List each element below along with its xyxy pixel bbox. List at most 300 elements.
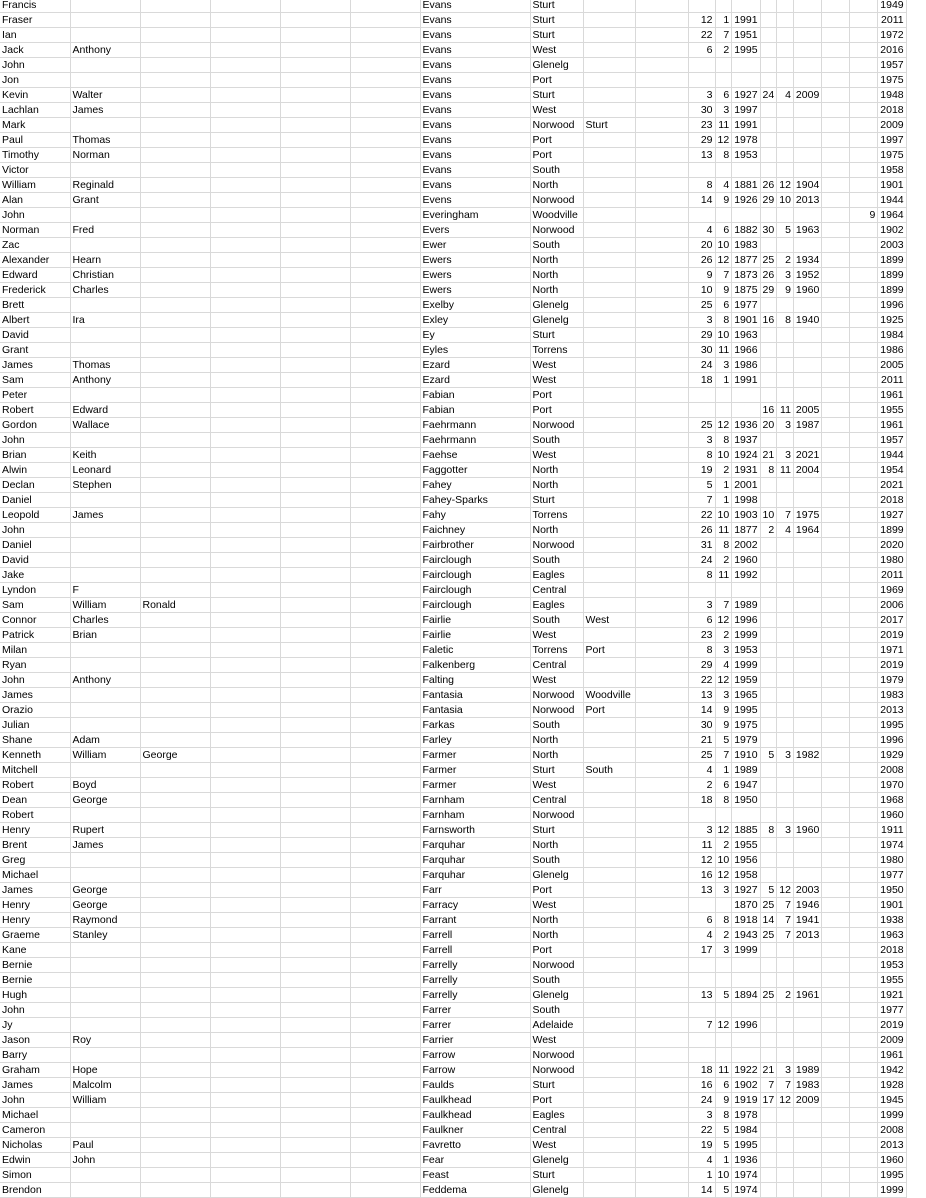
cell-club-2[interactable] — [583, 448, 635, 463]
cell-col-f[interactable] — [350, 793, 420, 808]
cell-col-q[interactable] — [822, 808, 850, 823]
cell-death-day[interactable] — [760, 1138, 777, 1153]
cell-death-day[interactable]: 7 — [760, 1078, 777, 1093]
cell-death-month[interactable]: 9 — [777, 283, 794, 298]
cell-first-name[interactable]: John — [0, 58, 70, 73]
cell-col-r[interactable] — [850, 178, 878, 193]
cell-surname[interactable]: Feddema — [420, 1183, 530, 1198]
cell-col-d[interactable] — [210, 1108, 280, 1123]
cell-birth-year[interactable]: 1974 — [732, 1183, 760, 1198]
cell-club[interactable]: Port — [530, 943, 583, 958]
cell-col-f[interactable] — [350, 508, 420, 523]
cell-club-2[interactable] — [583, 418, 635, 433]
cell-col-r[interactable] — [850, 793, 878, 808]
cell-col-q[interactable] — [822, 223, 850, 238]
cell-col-j[interactable] — [635, 253, 688, 268]
cell-second-name[interactable]: Edward — [70, 403, 140, 418]
cell-birth-year[interactable] — [732, 0, 760, 13]
cell-col-q[interactable] — [822, 373, 850, 388]
cell-second-name[interactable]: James — [70, 838, 140, 853]
cell-club[interactable]: Sturt — [530, 1078, 583, 1093]
cell-col-q[interactable] — [822, 1063, 850, 1078]
cell-col-f[interactable] — [350, 253, 420, 268]
cell-second-name[interactable] — [70, 568, 140, 583]
cell-surname[interactable]: Farnham — [420, 808, 530, 823]
cell-death-year[interactable] — [793, 28, 821, 43]
cell-first-name[interactable]: Brett — [0, 298, 70, 313]
cell-col-f[interactable] — [350, 913, 420, 928]
cell-death-year[interactable]: 1946 — [793, 898, 821, 913]
cell-surname[interactable]: Faehrmann — [420, 433, 530, 448]
cell-col-d[interactable] — [210, 253, 280, 268]
cell-col-q[interactable] — [822, 913, 850, 928]
cell-col-e[interactable] — [280, 373, 350, 388]
cell-second-name[interactable] — [70, 1108, 140, 1123]
table-row[interactable] — [0, 223, 906, 238]
cell-third-name[interactable] — [140, 793, 210, 808]
cell-death-year[interactable] — [793, 1048, 821, 1063]
cell-birth-year[interactable]: 1991 — [732, 373, 760, 388]
cell-death-month[interactable] — [777, 763, 794, 778]
cell-death-day[interactable]: 29 — [760, 283, 777, 298]
cell-col-d[interactable] — [210, 1063, 280, 1078]
cell-col-d[interactable] — [210, 763, 280, 778]
cell-first-name[interactable]: Edward — [0, 268, 70, 283]
cell-birth-day[interactable]: 3 — [688, 598, 715, 613]
cell-col-q[interactable] — [822, 88, 850, 103]
cell-death-year[interactable] — [793, 658, 821, 673]
cell-col-e[interactable] — [280, 913, 350, 928]
cell-club[interactable]: North — [530, 748, 583, 763]
cell-death-day[interactable] — [760, 493, 777, 508]
cell-birth-day[interactable]: 2 — [688, 778, 715, 793]
cell-first-name[interactable]: Kenneth — [0, 748, 70, 763]
cell-birth-year[interactable]: 1996 — [732, 1018, 760, 1033]
cell-third-name[interactable] — [140, 1033, 210, 1048]
cell-col-r[interactable] — [850, 1078, 878, 1093]
cell-death-month[interactable] — [777, 148, 794, 163]
cell-surname[interactable]: Fairlie — [420, 613, 530, 628]
cell-club-2[interactable] — [583, 268, 635, 283]
cell-col-q[interactable] — [822, 58, 850, 73]
cell-birth-month[interactable]: 5 — [715, 1138, 732, 1153]
cell-third-name[interactable] — [140, 1168, 210, 1183]
cell-club[interactable]: Port — [530, 388, 583, 403]
cell-death-day[interactable]: 26 — [760, 268, 777, 283]
cell-col-f[interactable] — [350, 178, 420, 193]
cell-birth-day[interactable]: 14 — [688, 703, 715, 718]
cell-col-f[interactable] — [350, 703, 420, 718]
cell-col-q[interactable] — [822, 448, 850, 463]
cell-col-d[interactable] — [210, 838, 280, 853]
cell-debut-year[interactable]: 1928 — [878, 1078, 906, 1093]
cell-debut-year[interactable]: 1980 — [878, 553, 906, 568]
cell-debut-year[interactable]: 1927 — [878, 508, 906, 523]
cell-third-name[interactable] — [140, 1183, 210, 1198]
cell-club[interactable]: Norwood — [530, 418, 583, 433]
cell-debut-year[interactable]: 2020 — [878, 538, 906, 553]
cell-second-name[interactable]: George — [70, 883, 140, 898]
cell-birth-day[interactable]: 26 — [688, 253, 715, 268]
cell-birth-day[interactable]: 18 — [688, 373, 715, 388]
table-row[interactable] — [0, 583, 906, 598]
cell-birth-month[interactable]: 1 — [715, 13, 732, 28]
cell-col-f[interactable] — [350, 328, 420, 343]
cell-col-e[interactable] — [280, 703, 350, 718]
table-row[interactable] — [0, 133, 906, 148]
cell-col-e[interactable] — [280, 13, 350, 28]
cell-birth-day[interactable]: 6 — [688, 43, 715, 58]
cell-first-name[interactable]: Jon — [0, 73, 70, 88]
cell-surname[interactable]: Farrow — [420, 1048, 530, 1063]
cell-debut-year[interactable]: 1950 — [878, 883, 906, 898]
cell-col-f[interactable] — [350, 853, 420, 868]
cell-col-d[interactable] — [210, 193, 280, 208]
cell-col-r[interactable] — [850, 28, 878, 43]
cell-surname[interactable]: Farrell — [420, 928, 530, 943]
cell-col-e[interactable] — [280, 88, 350, 103]
cell-first-name[interactable]: Lyndon — [0, 583, 70, 598]
cell-birth-year[interactable] — [732, 1048, 760, 1063]
cell-second-name[interactable] — [70, 1003, 140, 1018]
cell-col-d[interactable] — [210, 1078, 280, 1093]
cell-first-name[interactable]: Lachlan — [0, 103, 70, 118]
cell-col-q[interactable] — [822, 73, 850, 88]
table-row[interactable] — [0, 1183, 906, 1198]
cell-debut-year[interactable]: 1949 — [878, 0, 906, 13]
cell-third-name[interactable]: Ronald — [140, 598, 210, 613]
cell-col-e[interactable] — [280, 868, 350, 883]
cell-birth-month[interactable] — [715, 163, 732, 178]
cell-debut-year[interactable]: 1955 — [878, 973, 906, 988]
cell-second-name[interactable]: Stephen — [70, 478, 140, 493]
cell-first-name[interactable]: Gordon — [0, 418, 70, 433]
cell-col-d[interactable] — [210, 463, 280, 478]
cell-col-e[interactable] — [280, 523, 350, 538]
cell-col-d[interactable] — [210, 703, 280, 718]
cell-death-day[interactable] — [760, 1153, 777, 1168]
cell-birth-year[interactable] — [732, 958, 760, 973]
cell-col-r[interactable] — [850, 1108, 878, 1123]
cell-col-j[interactable] — [635, 658, 688, 673]
cell-col-j[interactable] — [635, 178, 688, 193]
cell-death-day[interactable] — [760, 568, 777, 583]
cell-birth-month[interactable]: 12 — [715, 253, 732, 268]
cell-death-day[interactable] — [760, 763, 777, 778]
cell-col-f[interactable] — [350, 418, 420, 433]
cell-death-day[interactable] — [760, 163, 777, 178]
cell-death-year[interactable]: 1964 — [793, 523, 821, 538]
cell-death-month[interactable] — [777, 1108, 794, 1123]
cell-birth-day[interactable]: 25 — [688, 418, 715, 433]
cell-death-year[interactable] — [793, 853, 821, 868]
cell-death-month[interactable]: 3 — [777, 1063, 794, 1078]
cell-col-d[interactable] — [210, 238, 280, 253]
cell-col-j[interactable] — [635, 163, 688, 178]
cell-col-f[interactable] — [350, 583, 420, 598]
cell-birth-month[interactable]: 10 — [715, 328, 732, 343]
cell-club-2[interactable] — [583, 133, 635, 148]
table-row[interactable] — [0, 553, 906, 568]
cell-club-2[interactable] — [583, 523, 635, 538]
cell-club[interactable]: North — [530, 283, 583, 298]
cell-surname[interactable]: Farrow — [420, 1063, 530, 1078]
cell-club[interactable]: Port — [530, 73, 583, 88]
cell-death-year[interactable] — [793, 478, 821, 493]
cell-col-r[interactable] — [850, 1123, 878, 1138]
cell-col-f[interactable] — [350, 973, 420, 988]
cell-surname[interactable]: Ewers — [420, 268, 530, 283]
cell-surname[interactable]: Farrelly — [420, 988, 530, 1003]
cell-col-f[interactable] — [350, 13, 420, 28]
cell-col-j[interactable] — [635, 313, 688, 328]
cell-birth-year[interactable]: 1937 — [732, 433, 760, 448]
cell-death-year[interactable] — [793, 373, 821, 388]
cell-col-r[interactable] — [850, 1138, 878, 1153]
cell-col-j[interactable] — [635, 688, 688, 703]
cell-death-year[interactable] — [793, 58, 821, 73]
cell-birth-day[interactable]: 30 — [688, 343, 715, 358]
cell-col-r[interactable] — [850, 268, 878, 283]
cell-col-d[interactable] — [210, 343, 280, 358]
cell-col-e[interactable] — [280, 238, 350, 253]
cell-death-month[interactable]: 12 — [777, 178, 794, 193]
cell-col-r[interactable] — [850, 13, 878, 28]
cell-death-month[interactable] — [777, 433, 794, 448]
cell-col-f[interactable] — [350, 1018, 420, 1033]
cell-col-q[interactable] — [822, 193, 850, 208]
table-row[interactable] — [0, 883, 906, 898]
cell-surname[interactable]: Fabian — [420, 403, 530, 418]
cell-col-f[interactable] — [350, 733, 420, 748]
cell-col-f[interactable] — [350, 928, 420, 943]
cell-birth-year[interactable]: 1953 — [732, 148, 760, 163]
cell-death-month[interactable]: 7 — [777, 928, 794, 943]
cell-death-year[interactable] — [793, 568, 821, 583]
cell-third-name[interactable]: George — [140, 748, 210, 763]
cell-col-j[interactable] — [635, 943, 688, 958]
cell-third-name[interactable] — [140, 313, 210, 328]
cell-third-name[interactable] — [140, 613, 210, 628]
cell-col-f[interactable] — [350, 883, 420, 898]
cell-col-q[interactable] — [822, 43, 850, 58]
cell-col-q[interactable] — [822, 673, 850, 688]
cell-birth-month[interactable]: 3 — [715, 103, 732, 118]
cell-third-name[interactable] — [140, 148, 210, 163]
cell-birth-year[interactable]: 1998 — [732, 493, 760, 508]
cell-col-d[interactable] — [210, 118, 280, 133]
cell-birth-year[interactable]: 1956 — [732, 853, 760, 868]
cell-surname[interactable]: Evans — [420, 43, 530, 58]
cell-club[interactable]: Port — [530, 133, 583, 148]
cell-col-e[interactable] — [280, 973, 350, 988]
cell-col-f[interactable] — [350, 613, 420, 628]
cell-club[interactable]: West — [530, 1033, 583, 1048]
cell-col-j[interactable] — [635, 328, 688, 343]
cell-third-name[interactable] — [140, 568, 210, 583]
cell-death-month[interactable] — [777, 58, 794, 73]
cell-birth-month[interactable]: 12 — [715, 868, 732, 883]
cell-col-e[interactable] — [280, 688, 350, 703]
cell-second-name[interactable] — [70, 328, 140, 343]
cell-col-r[interactable] — [850, 328, 878, 343]
cell-birth-year[interactable]: 1991 — [732, 118, 760, 133]
cell-col-q[interactable] — [822, 628, 850, 643]
cell-death-month[interactable] — [777, 943, 794, 958]
cell-col-f[interactable] — [350, 133, 420, 148]
cell-col-e[interactable] — [280, 1168, 350, 1183]
cell-club-2[interactable] — [583, 673, 635, 688]
cell-col-j[interactable] — [635, 13, 688, 28]
cell-death-year[interactable] — [793, 328, 821, 343]
cell-debut-year[interactable]: 1975 — [878, 73, 906, 88]
cell-death-month[interactable] — [777, 1123, 794, 1138]
cell-birth-year[interactable]: 1979 — [732, 733, 760, 748]
cell-col-d[interactable] — [210, 523, 280, 538]
cell-club[interactable]: Glenelg — [530, 868, 583, 883]
cell-birth-year[interactable]: 2001 — [732, 478, 760, 493]
cell-debut-year[interactable]: 2009 — [878, 1033, 906, 1048]
table-row[interactable] — [0, 928, 906, 943]
cell-death-month[interactable] — [777, 478, 794, 493]
cell-col-e[interactable] — [280, 343, 350, 358]
cell-third-name[interactable] — [140, 298, 210, 313]
cell-col-e[interactable] — [280, 568, 350, 583]
cell-death-month[interactable]: 7 — [777, 1078, 794, 1093]
cell-col-f[interactable] — [350, 1063, 420, 1078]
cell-club-2[interactable]: West — [583, 613, 635, 628]
cell-col-d[interactable] — [210, 898, 280, 913]
cell-death-year[interactable] — [793, 343, 821, 358]
cell-birth-year[interactable]: 1877 — [732, 253, 760, 268]
cell-col-r[interactable] — [850, 148, 878, 163]
cell-death-year[interactable]: 2005 — [793, 403, 821, 418]
cell-birth-day[interactable]: 6 — [688, 913, 715, 928]
cell-death-year[interactable] — [793, 388, 821, 403]
cell-col-j[interactable] — [635, 808, 688, 823]
cell-col-r[interactable] — [850, 403, 878, 418]
cell-debut-year[interactable]: 1899 — [878, 253, 906, 268]
table-row[interactable] — [0, 703, 906, 718]
cell-third-name[interactable] — [140, 673, 210, 688]
cell-col-e[interactable] — [280, 658, 350, 673]
cell-death-day[interactable]: 8 — [760, 823, 777, 838]
cell-col-f[interactable] — [350, 1078, 420, 1093]
cell-club[interactable]: Port — [530, 403, 583, 418]
cell-col-f[interactable] — [350, 28, 420, 43]
cell-col-q[interactable] — [822, 0, 850, 13]
cell-death-day[interactable] — [760, 43, 777, 58]
table-row[interactable] — [0, 88, 906, 103]
cell-col-j[interactable] — [635, 1108, 688, 1123]
cell-first-name[interactable]: William — [0, 178, 70, 193]
cell-birth-month[interactable]: 9 — [715, 283, 732, 298]
cell-debut-year[interactable]: 1921 — [878, 988, 906, 1003]
cell-birth-day[interactable]: 7 — [688, 493, 715, 508]
cell-col-f[interactable] — [350, 1138, 420, 1153]
cell-birth-day[interactable]: 31 — [688, 538, 715, 553]
cell-birth-year[interactable]: 1978 — [732, 1108, 760, 1123]
cell-col-q[interactable] — [822, 133, 850, 148]
cell-col-d[interactable] — [210, 1018, 280, 1033]
cell-col-r[interactable] — [850, 343, 878, 358]
cell-death-month[interactable] — [777, 853, 794, 868]
cell-club-2[interactable] — [583, 958, 635, 973]
cell-death-month[interactable] — [777, 118, 794, 133]
cell-death-month[interactable] — [777, 868, 794, 883]
cell-club-2[interactable] — [583, 343, 635, 358]
cell-club[interactable]: Glenelg — [530, 58, 583, 73]
cell-third-name[interactable] — [140, 328, 210, 343]
cell-third-name[interactable] — [140, 913, 210, 928]
cell-club[interactable]: North — [530, 733, 583, 748]
cell-col-d[interactable] — [210, 358, 280, 373]
cell-club[interactable]: Sturt — [530, 13, 583, 28]
cell-birth-month[interactable]: 10 — [715, 1168, 732, 1183]
cell-col-d[interactable] — [210, 1183, 280, 1198]
cell-col-q[interactable] — [822, 883, 850, 898]
cell-debut-year[interactable]: 1996 — [878, 733, 906, 748]
cell-death-day[interactable] — [760, 0, 777, 13]
cell-birth-day[interactable] — [688, 403, 715, 418]
cell-col-r[interactable] — [850, 943, 878, 958]
cell-col-e[interactable] — [280, 613, 350, 628]
cell-col-d[interactable] — [210, 103, 280, 118]
cell-third-name[interactable] — [140, 643, 210, 658]
cell-col-d[interactable] — [210, 988, 280, 1003]
cell-birth-day[interactable]: 25 — [688, 748, 715, 763]
cell-birth-month[interactable]: 6 — [715, 1078, 732, 1093]
cell-col-r[interactable] — [850, 118, 878, 133]
cell-birth-year[interactable]: 1950 — [732, 793, 760, 808]
cell-birth-day[interactable]: 29 — [688, 328, 715, 343]
cell-col-q[interactable] — [822, 1153, 850, 1168]
cell-club-2[interactable]: Woodville — [583, 688, 635, 703]
cell-birth-month[interactable]: 5 — [715, 1123, 732, 1138]
cell-col-f[interactable] — [350, 478, 420, 493]
cell-birth-day[interactable]: 5 — [688, 478, 715, 493]
cell-second-name[interactable]: William — [70, 598, 140, 613]
cell-club[interactable]: Woodville — [530, 208, 583, 223]
cell-second-name[interactable] — [70, 1048, 140, 1063]
cell-col-f[interactable] — [350, 553, 420, 568]
cell-club[interactable]: Sturt — [530, 763, 583, 778]
cell-debut-year[interactable]: 1977 — [878, 1003, 906, 1018]
cell-second-name[interactable]: Ira — [70, 313, 140, 328]
cell-birth-year[interactable]: 1924 — [732, 448, 760, 463]
cell-club-2[interactable] — [583, 1183, 635, 1198]
cell-birth-day[interactable]: 6 — [688, 613, 715, 628]
cell-third-name[interactable] — [140, 823, 210, 838]
cell-surname[interactable]: Farnham — [420, 793, 530, 808]
cell-third-name[interactable] — [140, 853, 210, 868]
cell-debut-year[interactable]: 1997 — [878, 133, 906, 148]
cell-death-day[interactable] — [760, 1048, 777, 1063]
cell-death-year[interactable] — [793, 13, 821, 28]
cell-col-f[interactable] — [350, 898, 420, 913]
cell-death-day[interactable] — [760, 1168, 777, 1183]
cell-col-q[interactable] — [822, 1093, 850, 1108]
cell-club-2[interactable]: Port — [583, 643, 635, 658]
cell-second-name[interactable]: Thomas — [70, 358, 140, 373]
cell-col-e[interactable] — [280, 268, 350, 283]
cell-col-e[interactable] — [280, 673, 350, 688]
cell-first-name[interactable]: Robert — [0, 808, 70, 823]
cell-birth-year[interactable]: 1903 — [732, 508, 760, 523]
cell-third-name[interactable] — [140, 223, 210, 238]
cell-club[interactable]: Sturt — [530, 1168, 583, 1183]
cell-second-name[interactable]: James — [70, 103, 140, 118]
